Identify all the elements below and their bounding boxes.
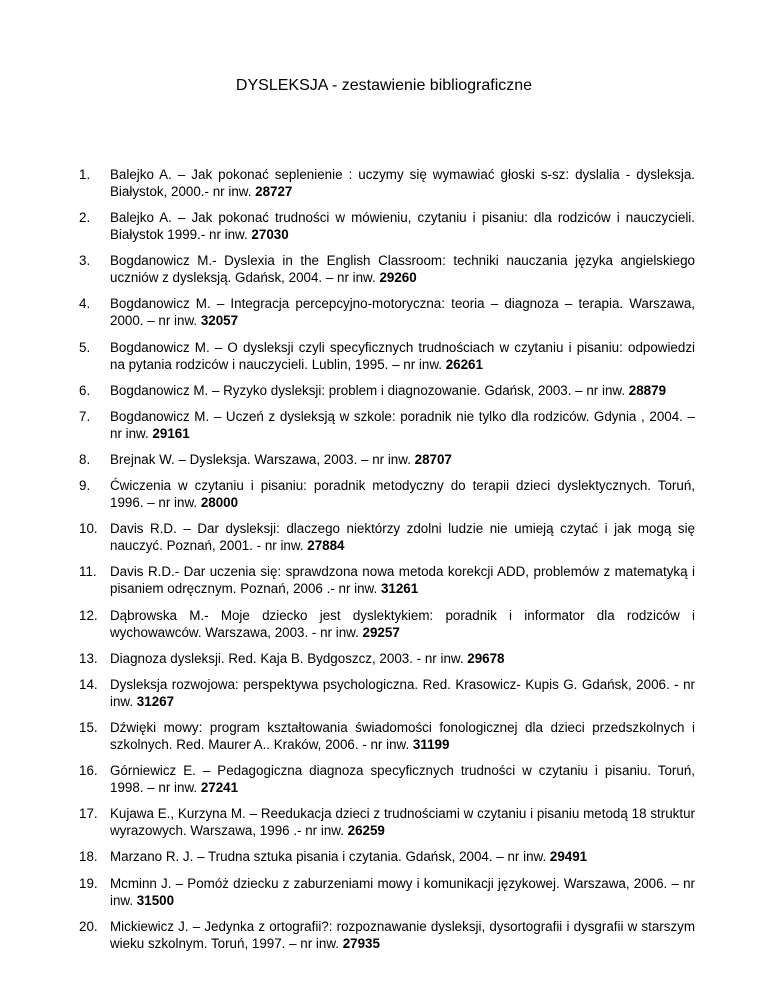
inventory-number: 29257	[362, 624, 400, 640]
inventory-number: 27884	[307, 538, 345, 554]
inventory-number: 29491	[549, 849, 588, 865]
inventory-number: 28707	[414, 451, 452, 467]
bibliography-entry	[79, 295, 695, 329]
entry-number: 15.	[79, 719, 98, 735]
bibliography-entry	[79, 875, 695, 909]
entry-text: Bogdanowicz M. – Integracja percepcyjno-motoryczna: teoria – diagnoza – terapia. Warszawa, 2000. – nr inw.	[110, 296, 695, 329]
entry-text: Dysleksja rozwojowa: perspektywa psychologiczna. Red. Krasowicz- Kupis G. Gdańsk, 2006. - nr inw.	[110, 676, 695, 709]
entry-text: Bogdanowicz M. – Uczeń z dysleksją w szkole: poradnik nie tylko dla rodziców. Gdynia , 2004. – nr inw.	[110, 408, 695, 441]
entry-number: 19.	[79, 875, 98, 891]
entry-number: 3.	[79, 253, 91, 269]
entry-text: Bogdanowicz M. – Ryzyko dysleksji: problem i diagnozowanie. Gdańsk, 2003. – nr inw.	[110, 382, 629, 398]
entry-number: 11.	[79, 564, 97, 580]
bibliography-entry	[79, 477, 695, 511]
page-title: DYSLEKSJA - zestawienie bibliograficzne	[235, 77, 533, 94]
entry-text: Marzano R. J. – Trudna sztuka pisania i czytania. Gdańsk, 2004. – nr inw.	[110, 849, 550, 865]
entry-text: Kujawa E., Kurzyna M. – Reedukacja dzieci z trudnościami w czytaniu i pisaniu metodą 18 struktur wyrazowych. Warszawa, 1996 .- nr inw.	[110, 806, 695, 839]
bibliography-entry	[79, 166, 695, 200]
entry-text: Balejko A. – Jak pokonać trudności w mówieniu, czytaniu i pisaniu: dla rodziców i nauczycieli. Białystok 1999.- nr inw.	[110, 210, 695, 243]
inventory-number: 28000	[200, 495, 239, 511]
entry-text: Bogdanowicz M.- Dyslexia in the English Classroom: techniki nauczania języka angielskiego uczniów z dysleksją. Gdańsk, 2004. – nr inw.	[110, 253, 695, 286]
bibliography-entry	[79, 676, 695, 710]
bibliography-entry	[79, 805, 695, 839]
bibliography-list	[79, 166, 695, 961]
bibliography-entry	[79, 520, 695, 554]
entry-number: 7.	[79, 408, 91, 424]
entry-text: Ćwiczenia w czytaniu i pisaniu: poradnik metodyczny do terapii dzieci dyslektycznych. Toruń, 1996. – nr inw.	[110, 478, 695, 511]
inventory-number: 31267	[136, 693, 175, 709]
bibliography-entry	[79, 607, 695, 641]
bibliography-entry	[79, 408, 695, 442]
entry-number: 14.	[79, 676, 98, 692]
bibliography-entry	[79, 848, 695, 865]
bibliography-entry	[79, 451, 695, 468]
entry-text: Davis R.D. – Dar dysleksji: dlaczego niektórzy zdolni ludzie nie umieją czytać i jak mogą się nauczyć. Poznań, 2001. - nr inw.	[110, 521, 695, 554]
bibliography-entry	[79, 382, 695, 399]
entry-number: 5.	[79, 339, 91, 355]
entry-text: Górniewicz E. – Pedagogiczna diagnoza specyficznych trudności w czytaniu i pisaniu. Toruń, 1998. – nr inw.	[110, 763, 695, 796]
inventory-number: 27030	[251, 227, 289, 243]
entry-text: Davis R.D.- Dar uczenia się: sprawdzona nowa metoda korekcji ADD, problemów z matematyką i pisaniem odręcznym. Poznań, 2006 .- nr inw.	[110, 564, 695, 597]
bibliography-entry	[79, 339, 695, 373]
bibliography-entry	[79, 209, 695, 243]
entry-number: 9.	[79, 478, 91, 494]
inventory-number: 31199	[412, 736, 450, 752]
entry-number: 2.	[79, 210, 91, 226]
entry-text: Dźwięki mowy: program kształtowania świadomości fonologicznej dla dzieci przedszkolnych i szkolnych. Red. Maurer A.. Kraków, 2006. - nr inw.	[110, 719, 695, 752]
entry-number: 20.	[79, 918, 98, 934]
bibliography-entry	[79, 650, 695, 667]
entry-number: 8.	[79, 451, 91, 467]
bibliography-entry	[79, 918, 695, 952]
inventory-number: 26259	[347, 823, 385, 839]
bibliography-entry	[79, 252, 695, 286]
inventory-number: 27241	[200, 780, 239, 796]
inventory-number: 31261	[380, 581, 419, 597]
bibliography-entry	[79, 762, 695, 796]
entry-text: Brejnak W. – Dysleksja. Warszawa, 2003. – nr inw.	[110, 451, 415, 467]
entry-number: 6.	[79, 382, 91, 398]
entry-text: Mickiewicz J. – Jedynka z ortografii?: rozpoznawanie dysleksji, dysortografii i dysgrafii w starszym wieku szkolnym. Toruń, 1997. – nr inw.	[110, 918, 695, 951]
entry-number: 18.	[79, 849, 98, 865]
inventory-number: 32057	[200, 313, 239, 329]
entry-number: 4.	[79, 296, 91, 312]
inventory-number: 29678	[467, 650, 505, 666]
entry-number: 12.	[79, 607, 98, 623]
entry-text: Diagnoza dysleksji. Red. Kaja B. Bydgoszcz, 2003. - nr inw.	[110, 650, 468, 666]
entry-number: 16.	[79, 763, 98, 779]
entry-text: Mcminn J. – Pomóż dziecku z zaburzeniami mowy i komunikacji językowej. Warszawa, 2006. – nr inw.	[110, 875, 695, 908]
entry-number: 1.	[79, 167, 91, 182]
inventory-number: 29161	[152, 425, 190, 441]
inventory-number: 27935	[342, 935, 380, 951]
inventory-number: 28879	[628, 382, 667, 398]
inventory-number: 28727	[255, 184, 293, 199]
inventory-number: 29260	[379, 270, 417, 286]
entry-number: 13.	[79, 650, 98, 666]
entry-text: Dąbrowska M.- Moje dziecko jest dyslektykiem: poradnik i informator dla rodziców i wychowawców. Warszawa, 2003. - nr inw.	[110, 607, 695, 640]
inventory-number: 26261	[445, 356, 483, 372]
bibliography-entry	[79, 719, 695, 753]
inventory-number: 31500	[136, 892, 175, 908]
entry-text: Bogdanowicz M. – O dysleksji czyli specyficznych trudnościach w czytaniu i pisaniu: odpowiedzi na pytania rodziców i nauczycieli. Lublin, 1995. – nr inw.	[110, 339, 695, 372]
entry-text: Balejko A. – Jak pokonać seplenienie : uczymy się wymawiać głoski s-sz: dyslalia - dysleksja. Białystok, 2000.- nr inw.	[110, 167, 695, 199]
bibliography-entry	[79, 563, 695, 597]
entry-number: 17.	[79, 806, 98, 822]
entry-number: 10.	[79, 521, 98, 537]
